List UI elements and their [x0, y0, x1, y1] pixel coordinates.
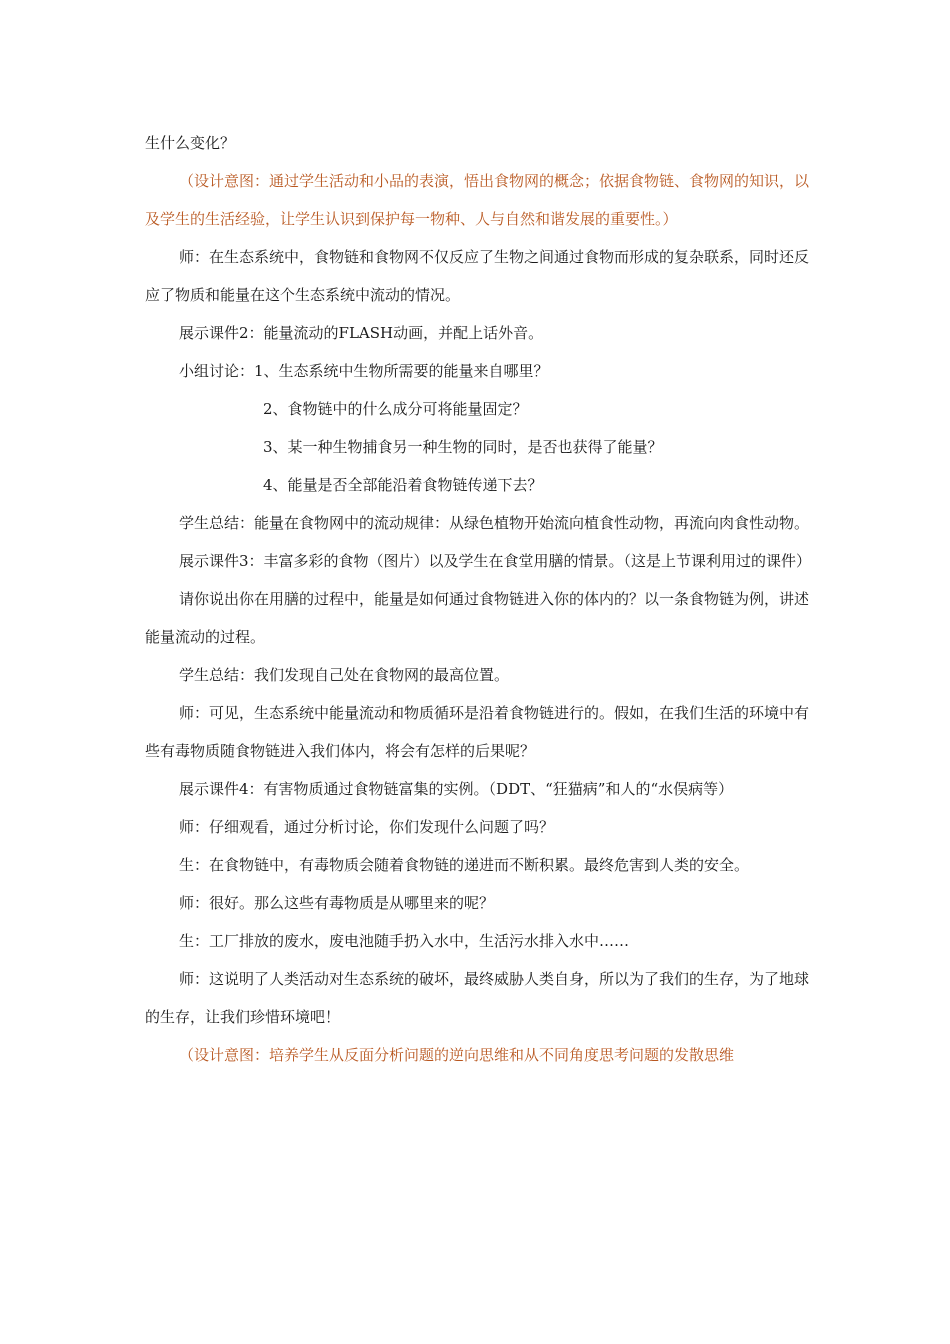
teacher-paragraph-5: 师：这说明了人类活动对生态系统的破坏，最终威胁人类自身，所以为了我们的生存，为了地球的生存，让我们珍惜环境吧！ — [145, 970, 810, 1026]
student-paragraph-1: 生：在食物链中，有毒物质会随着食物链的递进而不断积累。最终危害到人类的安全。 — [179, 856, 750, 874]
group-discussion-item-4: 4、能量是否全部能沿着食物链传递下去？ — [263, 476, 543, 494]
teacher-paragraph-1: 师：在生态系统中，食物链和食物网不仅反应了生物之间通过食物而形成的复杂联系，同时还反应了物质和能量在这个生态系统中流动的情况。 — [145, 248, 810, 304]
group-discussion-item-2: 2、食物链中的什么成分可将能量固定？ — [263, 400, 528, 418]
paragraph-continuation: 生什么变化？ — [145, 134, 236, 152]
group-discussion-item-3: 3、某一种生物捕食另一种生物的同时，是否也获得了能量？ — [263, 438, 663, 456]
courseware-4-paragraph: 展示课件4：有害物质通过食物链富集的实例。（DDT、“狂猫病”和人的“水俣病等） — [179, 780, 734, 798]
question-paragraph: 请你说出你在用膳的过程中，能量是如何通过食物链进入你的体内的？以一条食物链为例，讲述能量流动的过程。 — [145, 590, 810, 646]
design-intent-note-2: （设计意图：培养学生从反面分析问题的逆向思维和从不同角度思考问题的发散思维 — [179, 1046, 735, 1064]
courseware-2-paragraph: 展示课件2：能量流动的FLASH动画，并配上话外音。 — [179, 324, 544, 342]
group-discussion-item-1: 小组讨论：1、生态系统中生物所需要的能量来自哪里？ — [179, 362, 549, 380]
teacher-paragraph-3: 师：仔细观看，通过分析讨论，你们发现什么问题了吗？ — [179, 818, 555, 836]
design-intent-note-1: （设计意图：通过学生活动和小品的表演，悟出食物网的概念；依据食物链、食物网的知识，以及学生的生活经验，让学生认识到保护每一物种、人与自然和谐发展的重要性。） — [145, 172, 810, 228]
student-summary-2: 学生总结：我们发现自己处在食物网的最高位置。 — [179, 666, 510, 684]
document-body — [145, 124, 810, 1074]
teacher-paragraph-2: 师：可见，生态系统中能量流动和物质循环是沿着食物链进行的。假如，在我们生活的环境中有些有毒物质随食物链进入我们体内，将会有怎样的后果呢？ — [145, 704, 810, 760]
student-summary-1: 学生总结：能量在食物网中的流动规律：从绿色植物开始流向植食性动物，再流向肉食性动物。 — [179, 514, 810, 532]
student-paragraph-2: 生：工厂排放的废水，废电池随手扔入水中，生活污水排入水中…… — [179, 932, 630, 950]
courseware-3-paragraph: 展示课件3：丰富多彩的食物（图片）以及学生在食堂用膳的情景。（这是上节课利用过的课件） — [179, 552, 812, 570]
teacher-paragraph-4: 师：很好。那么这些有毒物质是从哪里来的呢？ — [179, 894, 495, 912]
